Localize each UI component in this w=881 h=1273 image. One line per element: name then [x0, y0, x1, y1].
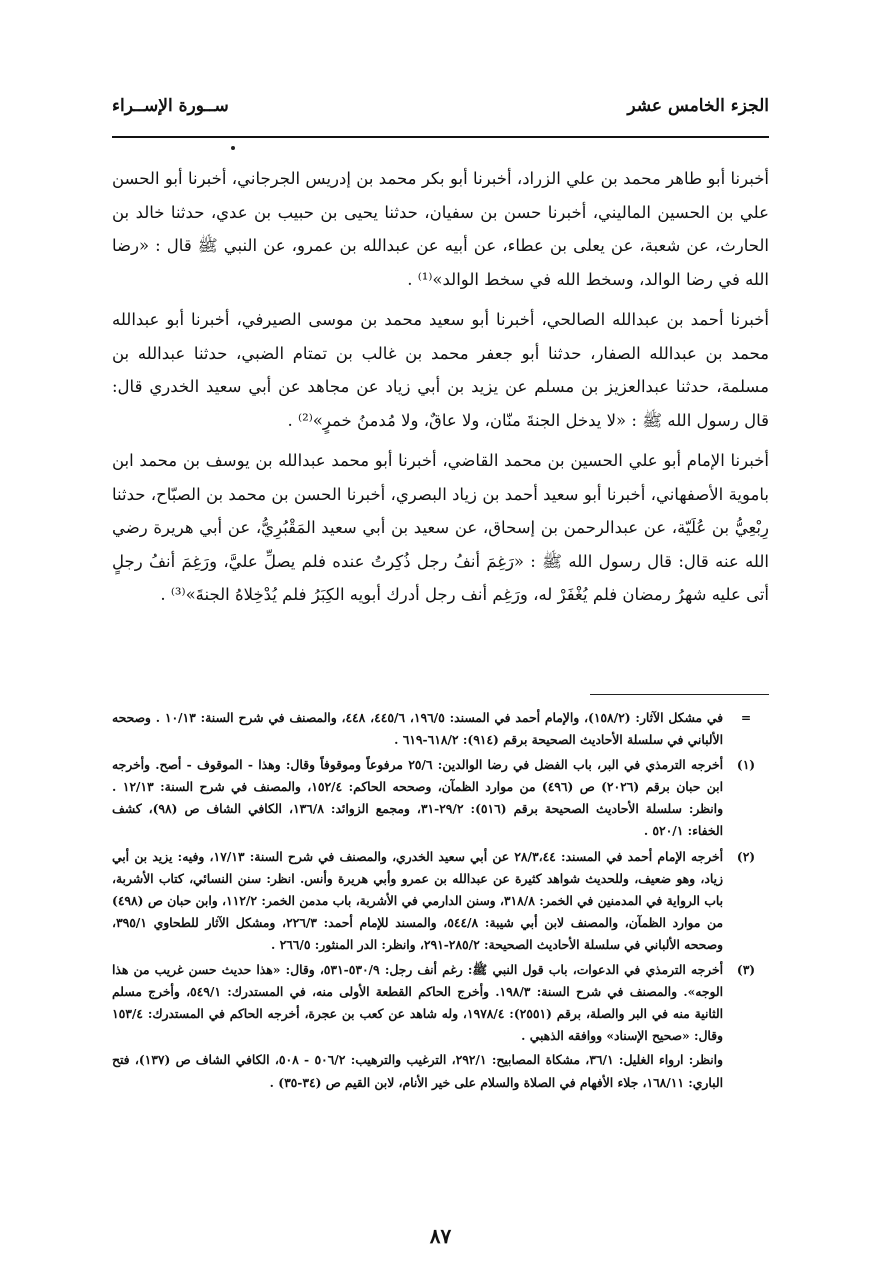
ink-dot — [231, 146, 235, 150]
surah-title: ســورة الإســراء — [112, 96, 229, 116]
footnote-marker: (٣) — [736, 962, 756, 978]
footnote-marker: (١) — [736, 757, 756, 773]
footnotes — [112, 707, 769, 1094]
main-text — [112, 162, 769, 612]
footnote-1 — [112, 754, 769, 842]
footnote-text: أخرجه الإمام أحمد في المسند: ٢٨/٣،٤٤ عن أبي سعيد الخدري، والمصنف في شرح السنة: ١٧/١٣، وفيه: يزيد بن أبي زياد، وهو ضعيف، وللحديث شواهد كثيرة عن عبدالله بن عمرو وأبي هريرة وأنس. انظر: سنن النسائي، كتاب الأشربة، باب الرواية في المدمنين في الخمر: ٣١٨/٨، وسنن الدارمي في الأشربة، باب مدمن الخمر: ١١٢/٢، وابن حبان ص (٤٩٨) من موارد الظمآن، والمصنف لابن أبي شيبة: ٥٤٤/٨، والمسند للإمام أحمد: ٢٢٦/٣، ومشكل الآثار للطحاوي ٣٩٥/١، وصححه الألباني في سلسلة الأحاديث الصحيحة: ٢٨٥/٢-٢٩١، وانظر: الدر المنثور: ٢٦٦/٥ . — [112, 848, 723, 952]
footnote-text: أخرجه الترمذي في الدعوات، باب قول النبي ﷺ: رغم أنف رجل: ٥٣٠/٩-٥٣١، وقال: «هذا حديث حسن غريب من هذا الوجه». والمصنف في شرح السنة: ١٩٨/٣. وأخرج الحاكم القطعة الأولى منه، في المستدرك: ٥٤٩/١، وأخرج مسلم الثانية منه في البر والصلة، برقم (٢٥٥١): ١٩٧٨/٤، وله شاهد عن كعب بن عجرة، أخرجه الحاكم في المستدرك: ١٥٣/٤ وقال: «صحيح الإسناد» ووافقه الذهبي . — [112, 962, 723, 1044]
hadith-paragraph-2: أخبرنا أحمد بن عبدالله الصالحي، أخبرنا أبو سعيد محمد بن موسى الصيرفي، أخبرنا أبو عبدالله محمد بن عبدالله الصفار، حدثنا أبو جعفر محمد بن غالب بن تمتام الضبي، حدثنا عبدالله بن مسلمة، حدثنا عبدالعزيز بن مسلم عن يزيد بن أبي زياد عن مجاهد عن أبي سعيد الخدري قال: قال رسول الله ﷺ : «لا يدخل الجنةَ منّان، ولا عاقٌ، ولا مُدمنُ خمرٍ»⁽²⁾ . — [112, 310, 769, 430]
footnote-text: أخرجه الترمذي في البر، باب الفضل في رضا الوالدين: ٢٥/٦ مرفوعاً وموقوفاً وقال: وهذا - الموقوف - أصح. وأخرجه ابن حبان برقم (٢٠٢٦) ص (٤٩٦) من موارد الظمآن، وصححه الحاكم: ١٥٢/٤، والمصنف في شرح السنة: ١٢/١٣ . وانظر: سلسلة الأحاديث الصحيحة برقم (٥١٦): ٢٩/٢-٣١، ومجمع الزوائد: ١٣٦/٨، الكافي الشاف ص (٩٨)، كشف الخفاء: ٥٢٠/١ . — [112, 757, 724, 839]
header-divider — [112, 136, 769, 138]
hadith-paragraph-3: أخبرنا الإمام أبو علي الحسين بن محمد القاضي، أخبرنا أبو محمد عبدالله بن يوسف بن محمد ابن باموية الأصفهاني، أخبرنا أبو سعيد أحمد بن زياد البصري، أخبرنا الحسن بن محمد بن الصبّاح، حدثنا رِبْعِيُّ بن عُلَيّة، عن عبدالرحمن بن إسحاق، عن سعيد بن أبي سعيد المَقْبُرِيُّ، عن أبي هريرة رضي الله عنه قال: قال رسول الله ﷺ : «رَغِمَ أنفُ رجل ذُكِرتُ عنده فلم يصلِّ عليَّ، ورَغِمَ أنفُ رجلٍ أتى عليه شهرُ رمضان فلم يُغْفَرْ له، ورَغِم أنف رجل أدرك أبويه الكِبَرُ فلم يُدْخِلاهُ الجنةَ»⁽³⁾ . — [112, 451, 769, 604]
footnote-3-continuation: وانظر: ارواء الغليل: ٣٦/١، مشكاة المصابيح: ٢٩٢/١، الترغيب والترهيب: ٥٠٦/٢ - ٥٠٨، الكافي الشاف ص (١٣٧)، فتح الباري: ١٦٨/١١، جلاء الأفهام في الصلاة والسلام على خير الأنام، لابن القيم ص (٣٤-٣٥) . — [112, 1052, 723, 1090]
hadith-paragraph-1: أخبرنا أبو طاهر محمد بن علي الزراد، أخبرنا أبو بكر محمد بن إدريس الجرجاني، أخبرنا أبو الحسن علي بن الحسين الماليني، أخبرنا حسن بن سفيان، حدثنا يحيى بن حبيب بن عدي، حدثنا خالد بن الحارث، عن شعبة، عن يعلى بن عطاء، عن أبيه عن عبدالله بن عمرو، عن النبي ﷺ قال : «رضا الله في رضا الوالد، وسخط الله في سخط الوالد»⁽¹⁾ . — [112, 169, 769, 289]
footnote-2 — [112, 846, 769, 956]
part-title: الجزء الخامس عشر — [627, 96, 769, 116]
footnote-text: في مشكل الآثار: (١٥٨/٢)، والإمام أحمد في المسند: ١٩٦/٥، ٤٤٥/٦، ٤٤٨، والمصنف في شرح السنة: ١٠/١٣ . وصححه الألباني في سلسلة الأحاديث الصحيحة برقم (٩١٤): ٦١٨/٢-٦١٩ . — [112, 710, 723, 748]
footnote-divider — [590, 694, 769, 695]
footnote-marker: = — [740, 710, 752, 725]
footnote-3 — [112, 959, 769, 1047]
footnote-continued — [112, 707, 769, 751]
footnote-marker: (٢) — [736, 848, 756, 864]
page-number: ٨٧ — [429, 1224, 452, 1248]
running-header — [112, 86, 769, 126]
